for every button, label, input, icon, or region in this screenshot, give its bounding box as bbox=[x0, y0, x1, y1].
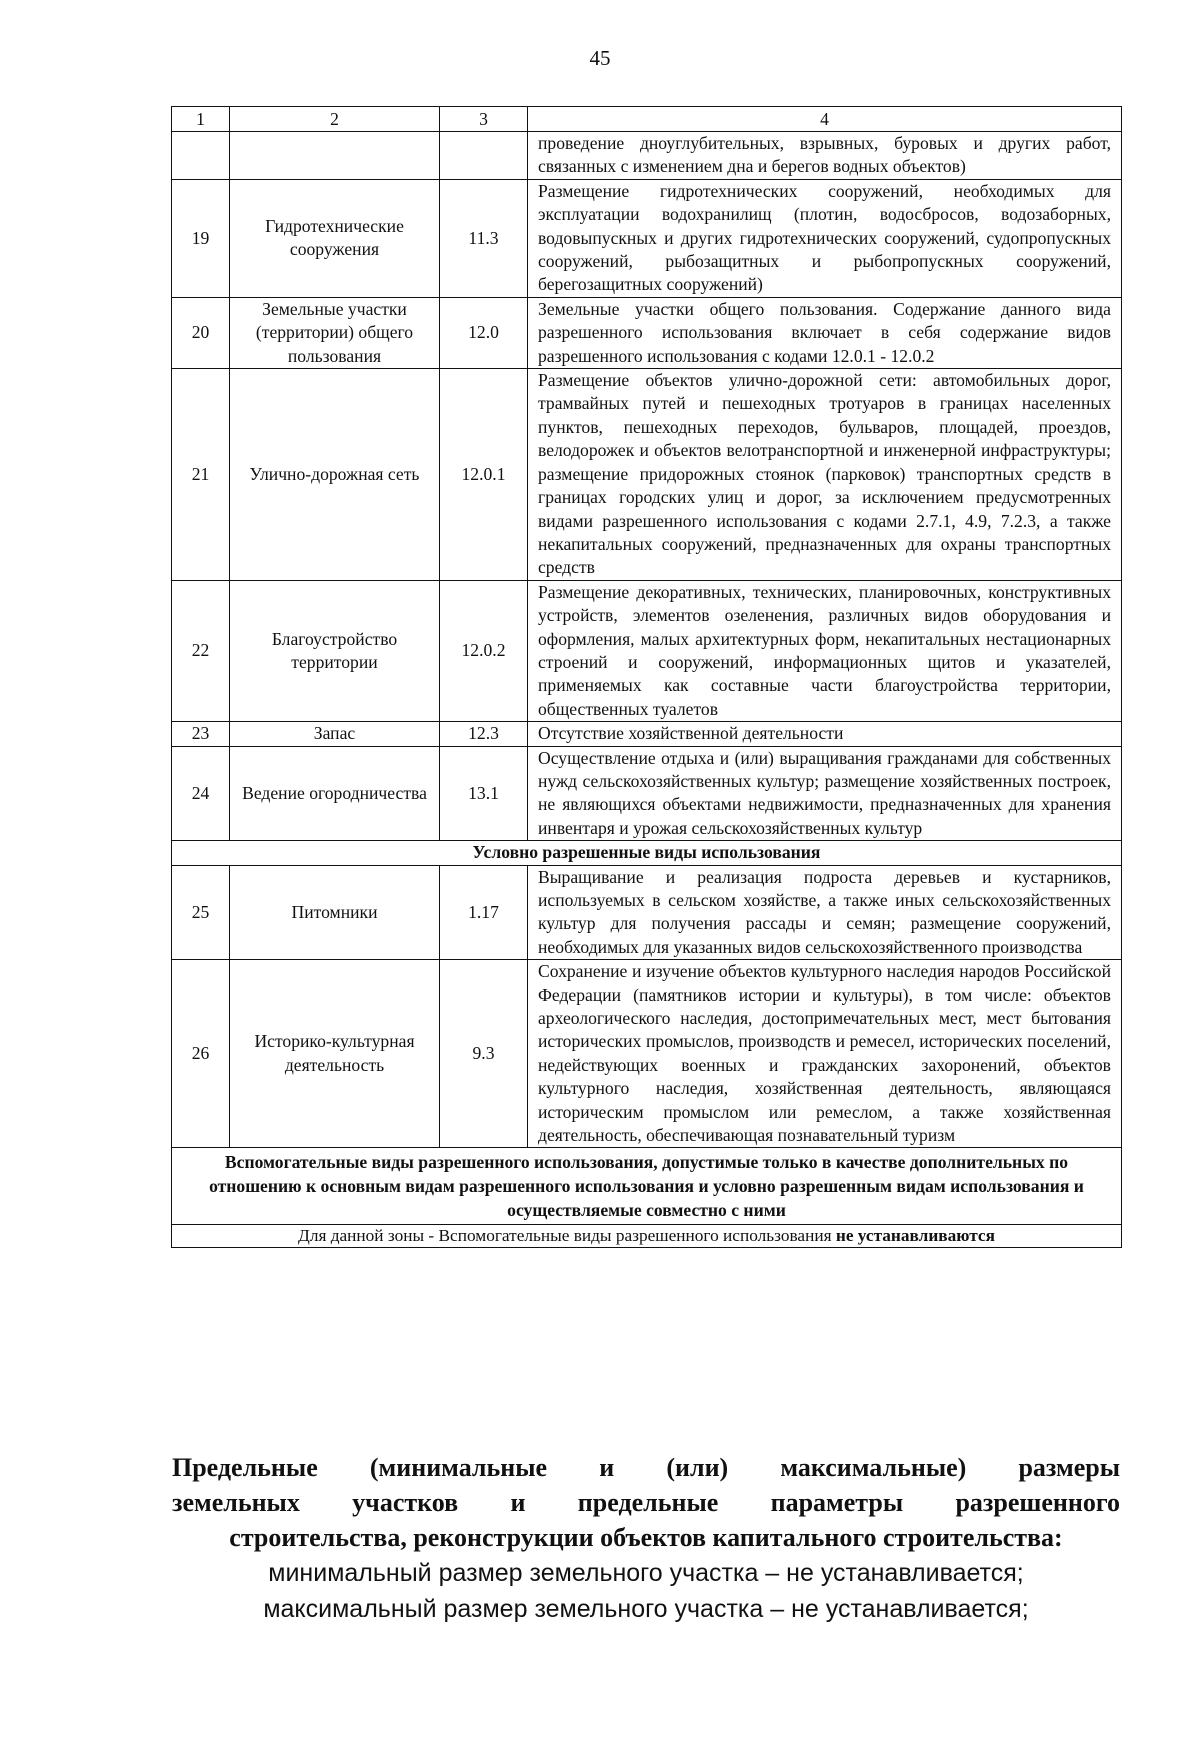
row-number: 25 bbox=[172, 865, 230, 960]
row-number: 19 bbox=[172, 179, 230, 297]
table-row bbox=[172, 722, 1122, 746]
limits-heading-line: Предельные (минимальные и (или) максимальные) размеры bbox=[172, 1453, 1120, 1482]
table-row bbox=[172, 179, 1122, 297]
row-description: Осуществление отдыха и (или) выращивания гражданами для собственных нужд сельскохозяйственных культур; размещение хозяйственных построек, не являющихся объектами недвижимости, предназначенных для хранения инвентаря и урожая сельскохозяйственных культур bbox=[528, 746, 1122, 841]
row-name: Запас bbox=[230, 722, 440, 746]
section-header-row bbox=[172, 1148, 1122, 1225]
row-name: Питомники bbox=[230, 865, 440, 960]
table-row bbox=[172, 960, 1122, 1148]
row-number: 23 bbox=[172, 722, 230, 746]
row-number: 20 bbox=[172, 297, 230, 368]
table-row bbox=[172, 369, 1122, 581]
header-col-3: 3 bbox=[440, 107, 528, 132]
row-code: 12.0.2 bbox=[440, 580, 528, 721]
row-description: Размещение гидротехнических сооружений, необходимых для эксплуатации водохранилищ (плотин, водосбросов, водозаборных, водовыпускных и других гидротехнических сооружений, судопропускных сооружений, рыбозащитных и рыбопропускных сооружений, берегозащитных сооружений) bbox=[528, 179, 1122, 297]
row-description: Выращивание и реализация подроста деревьев и кустарников, используемых в сельском хозяйстве, а также иных сельскохозяйственных культур для получения рассады и семян; размещение сооружений, необходимых для указанных видов сельскохозяйственного производства bbox=[528, 865, 1122, 960]
row-name: Гидротехнические сооружения bbox=[230, 179, 440, 297]
row-name: Земельные участки (территории) общего пользования bbox=[230, 297, 440, 368]
row-number: 21 bbox=[172, 369, 230, 581]
row-name: Историко-культурная деятельность bbox=[230, 960, 440, 1148]
page-number: 45 bbox=[589, 46, 611, 70]
row-description: Размещение декоративных, технических, планировочных, конструктивных устройств, элементов озеленения, различных видов оборудования и оформления, малых архитектурных форм, некапитальных нестационарных строений и сооружений, информационных щитов и указателей, применяемых как составные части благоустройства территории, общественных туалетов bbox=[528, 580, 1122, 721]
table-row bbox=[172, 1225, 1122, 1248]
land-use-table bbox=[171, 106, 1122, 1248]
table-header-row bbox=[172, 107, 1122, 132]
header-col-2: 2 bbox=[230, 107, 440, 132]
max-size-text: максимальный размер земельного участка – не устанавливается; bbox=[263, 1595, 1029, 1623]
limits-heading-line: земельных участков и предельные параметры разрешенного bbox=[172, 1488, 1120, 1517]
row-description: Земельные участки общего пользования. Содержание данного вида разрешенного использования включает в себя содержание видов разрешенного использования с кодами 12.0.1 - 12.0.2 bbox=[528, 297, 1122, 368]
table-row bbox=[172, 297, 1122, 368]
row-number: 24 bbox=[172, 746, 230, 841]
row-name: Улично-дорожная сеть bbox=[230, 369, 440, 581]
row-description: Размещение объектов улично-дорожной сети: автомобильных дорог, трамвайных путей и пешеходных тротуаров в границах населенных пунктов, пешеходных переходов, бульваров, площадей, проездов, велодорожек и объектов велотранспортной и инженерной инфраструктуры; размещение придорожных стоянок (парковок) транспортных средств в границах городских улиц и дорог, за исключением предусмотренных видами разрешенного использования с кодами 2.7.1, 4.9, 7.2.3, а также некапитальных сооружений, предназначенных для охраны транспортных средств bbox=[528, 369, 1122, 581]
limits-heading bbox=[172, 1450, 1120, 1555]
row-code: 13.1 bbox=[440, 746, 528, 841]
row-description: Отсутствие хозяйственной деятельности bbox=[528, 722, 1122, 746]
row-name: Ведение огородничества bbox=[230, 746, 440, 841]
row-name: Благоустройство территории bbox=[230, 580, 440, 721]
header-col-1: 1 bbox=[172, 107, 230, 132]
row-number: 22 bbox=[172, 580, 230, 721]
row-code: 12.0.1 bbox=[440, 369, 528, 581]
auxiliary-note-bold: не устанавливаются bbox=[835, 1226, 995, 1246]
row-code: 1.17 bbox=[440, 865, 528, 960]
table-row bbox=[172, 746, 1122, 841]
limits-parameters bbox=[172, 1555, 1120, 1627]
auxiliary-section-title: Вспомогательные виды разрешенного использования, допустимые только в качестве дополнительных по отношению к основным видам разрешенного использования и условно разрешенным видам использования и осуществляемые совместно с ними bbox=[172, 1148, 1122, 1225]
row-code: 12.0 bbox=[440, 297, 528, 368]
row-code: 12.3 bbox=[440, 722, 528, 746]
row-number: 26 bbox=[172, 960, 230, 1148]
limits-heading-line: строительства, реконструкции объектов капитального строительства: bbox=[229, 1523, 1063, 1552]
auxiliary-note bbox=[172, 1225, 1122, 1248]
row-code: 11.3 bbox=[440, 179, 528, 297]
conditional-section-title: Условно разрешенные виды использования bbox=[172, 841, 1122, 865]
min-size-text: минимальный размер земельного участка – не устанавливается; bbox=[268, 1559, 1024, 1587]
row-description: Сохранение и изучение объектов культурного наследия народов Российской Федерации (памятников истории и культуры), в том числе: объектов археологического наследия, достопримечательных мест, мест бытования исторических промыслов, производств и ремесел, исторических поселений, недействующих военных и гражданских захоронений, объектов культурного наследия, хозяйственная деятельность, являющаяся историческим промыслом или ремеслом, а также хозяйственная деятельность, обеспечивающая познавательный туризм bbox=[528, 960, 1122, 1148]
header-col-4: 4 bbox=[528, 107, 1122, 132]
section-header-row bbox=[172, 841, 1122, 865]
row-code: 9.3 bbox=[440, 960, 528, 1148]
auxiliary-note-prefix: Для данной зоны - Вспомогательные виды разрешенного использования bbox=[298, 1226, 832, 1246]
table-row bbox=[172, 132, 1122, 180]
table-row bbox=[172, 580, 1122, 721]
table-row bbox=[172, 865, 1122, 960]
continuation-text: проведение дноуглубительных, взрывных, буровых и других работ, связанных с изменением дна и берегов водных объектов) bbox=[528, 132, 1122, 180]
